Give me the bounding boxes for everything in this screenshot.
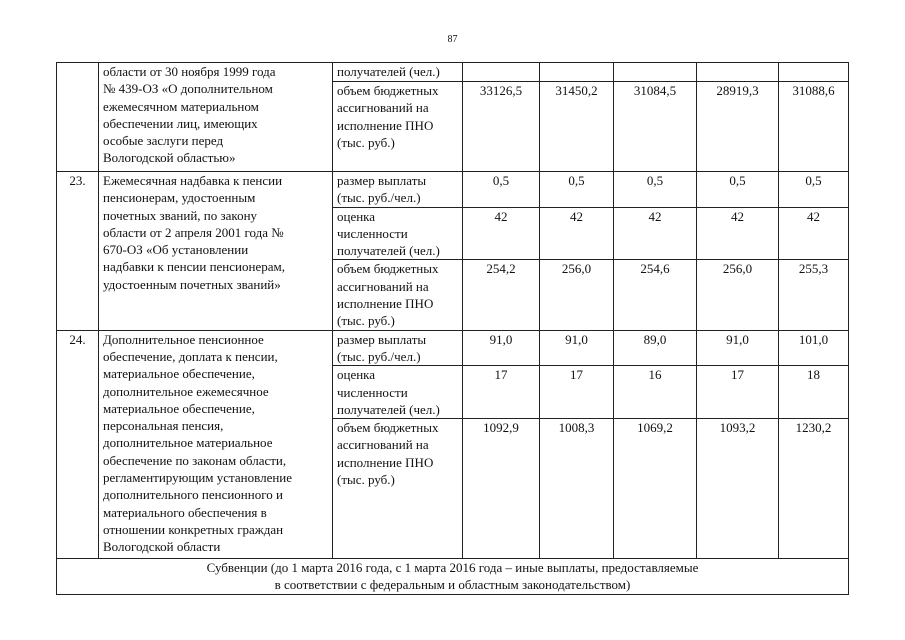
value-cell: 1008,3 [540, 419, 614, 559]
value-cell: 31088,6 [779, 82, 849, 172]
indicator-label-line: получателей (чел.) [337, 64, 440, 79]
value-cell: 255,3 [779, 260, 849, 330]
indicator-label-line: численности [337, 225, 408, 241]
value-cell: 42 [463, 207, 540, 260]
value-cell [463, 63, 540, 82]
value-cell: 101,0 [779, 330, 849, 366]
measure-name-cell [99, 330, 333, 558]
value-cell [779, 63, 849, 82]
indicator-label-line: (тыс. руб.) [337, 134, 395, 150]
value-cell: 0,5 [614, 172, 697, 208]
value-cell: 42 [779, 207, 849, 260]
indicator-label-line: оценка [337, 208, 376, 224]
measure-name-line: дополнительное материальное [103, 435, 273, 451]
measure-name-cell [99, 63, 333, 172]
indicator-label-cell [333, 260, 463, 330]
value-cell: 0,5 [540, 172, 614, 208]
measure-name-line: Дополнительное пенсионное [103, 331, 264, 347]
value-cell: 0,5 [779, 172, 849, 208]
indicator-label-line: получателей (чел.) [337, 243, 440, 259]
indicator-label-cell [333, 419, 463, 559]
measure-name-line: Вологодской областью» [103, 150, 236, 166]
indicator-label-cell [333, 172, 463, 208]
section-heading-line: Субвенции (до 1 марта 2016 года, с 1 марта 2016 года – иные выплаты, предоставляемые [206, 560, 699, 576]
indicator-label-line: исполнение ПНО [337, 117, 434, 133]
measure-name-line: 670-ОЗ «Об установлении [103, 242, 249, 258]
measure-name-line: области от 30 ноября 1999 года [103, 64, 276, 79]
value-cell: 254,2 [463, 260, 540, 330]
value-cell: 1093,2 [697, 419, 779, 559]
indicator-label-line: ассигнований на [337, 437, 429, 453]
value-cell: 89,0 [614, 330, 697, 366]
value-cell: 28919,3 [697, 82, 779, 172]
indicator-label-cell [333, 82, 463, 172]
indicator-label-line: ассигнований на [337, 278, 429, 294]
table-row [57, 330, 849, 366]
indicator-label-cell [333, 207, 463, 260]
value-cell: 254,6 [614, 260, 697, 330]
indicator-label-cell [333, 330, 463, 366]
value-cell: 33126,5 [463, 82, 540, 172]
value-cell: 17 [540, 366, 614, 419]
row-number [57, 63, 99, 172]
value-cell [540, 63, 614, 82]
footer-row [57, 559, 849, 595]
measure-name-line: дополнительное ежемесячное [103, 383, 269, 399]
value-cell: 256,0 [540, 260, 614, 330]
measure-name-line: обеспечение, доплата к пенсии, [103, 348, 278, 364]
page-number: 87 [447, 34, 458, 45]
indicator-label-line: (тыс. руб./чел.) [337, 190, 421, 206]
measure-name-line: особые заслуги перед [103, 133, 224, 149]
measure-name-line: материальное обеспечение, [103, 400, 255, 416]
value-cell: 16 [614, 366, 697, 419]
value-cell [697, 63, 779, 82]
value-cell: 1092,9 [463, 419, 540, 559]
measure-name-line: Вологодской области [103, 539, 221, 555]
measure-name-cell [99, 172, 333, 331]
value-cell: 0,5 [463, 172, 540, 208]
table-row [57, 172, 849, 208]
measure-name-line: отношении конкретных граждан [103, 521, 284, 537]
measure-name-line: удостоенным почетных званий» [103, 276, 281, 292]
value-cell: 91,0 [697, 330, 779, 366]
measure-name-line: материального обеспечения в [103, 504, 267, 520]
row-number: 24. [57, 330, 99, 558]
measure-name-line: Ежемесячная надбавка к пенсии [103, 173, 283, 188]
value-cell: 1230,2 [779, 419, 849, 559]
measure-name-line: надбавки к пенсии пенсионерам, [103, 259, 285, 275]
indicator-label-line: исполнение ПНО [337, 454, 434, 470]
measure-name-line: дополнительного пенсионного и [103, 487, 283, 503]
measure-name-line: области от 2 апреля 2001 года № [103, 224, 284, 240]
value-cell: 91,0 [540, 330, 614, 366]
table-row [57, 63, 849, 82]
measure-name-line: регламентирующим установление [103, 470, 293, 486]
value-cell: 17 [697, 366, 779, 419]
value-cell: 17 [463, 366, 540, 419]
section-heading-line: в соответствии с федеральным и областным законодательством) [274, 577, 631, 593]
measure-name-line: № 439-ОЗ «О дополнительном [103, 81, 273, 97]
measure-name-line: обеспечении лиц, имеющих [103, 115, 258, 131]
value-cell: 42 [697, 207, 779, 260]
indicator-label-line: объем бюджетных [337, 83, 439, 98]
indicator-label-line: численности [337, 384, 408, 400]
indicator-label-line: (тыс. руб./чел.) [337, 348, 421, 364]
document-table [56, 62, 849, 595]
indicator-label-line: исполнение ПНО [337, 296, 434, 312]
measure-name-line: материальное обеспечение, [103, 366, 255, 382]
indicator-label-line: получателей (чел.) [337, 401, 440, 417]
indicator-label-cell [333, 366, 463, 419]
indicator-label-line: оценка [337, 367, 376, 383]
value-cell: 0,5 [697, 172, 779, 208]
row-number: 23. [57, 172, 99, 331]
measure-name-line: почетных званий, по закону [103, 207, 258, 223]
value-cell: 42 [540, 207, 614, 260]
indicator-label-cell [333, 63, 463, 82]
value-cell [614, 63, 697, 82]
indicator-label-line: объем бюджетных [337, 261, 439, 277]
measure-name-line: ежемесячном материальном [103, 98, 259, 114]
indicator-label-line: (тыс. руб.) [337, 313, 395, 329]
value-cell: 18 [779, 366, 849, 419]
value-cell: 31084,5 [614, 82, 697, 172]
section-heading [57, 559, 849, 595]
measure-name-line: пенсионерам, удостоенным [103, 190, 256, 206]
value-cell: 42 [614, 207, 697, 260]
indicator-label-line: размер выплаты [337, 331, 427, 347]
value-cell: 256,0 [697, 260, 779, 330]
measure-name-line: персональная пенсия, [103, 418, 224, 434]
indicator-label-line: (тыс. руб.) [337, 472, 395, 488]
value-cell: 31450,2 [540, 82, 614, 172]
value-cell: 91,0 [463, 330, 540, 366]
measure-name-line: обеспечение по законам области, [103, 452, 287, 468]
indicator-label-line: ассигнований на [337, 100, 429, 116]
value-cell: 1069,2 [614, 419, 697, 559]
indicator-label-line: размер выплаты [337, 173, 427, 188]
indicator-label-line: объем бюджетных [337, 420, 439, 436]
